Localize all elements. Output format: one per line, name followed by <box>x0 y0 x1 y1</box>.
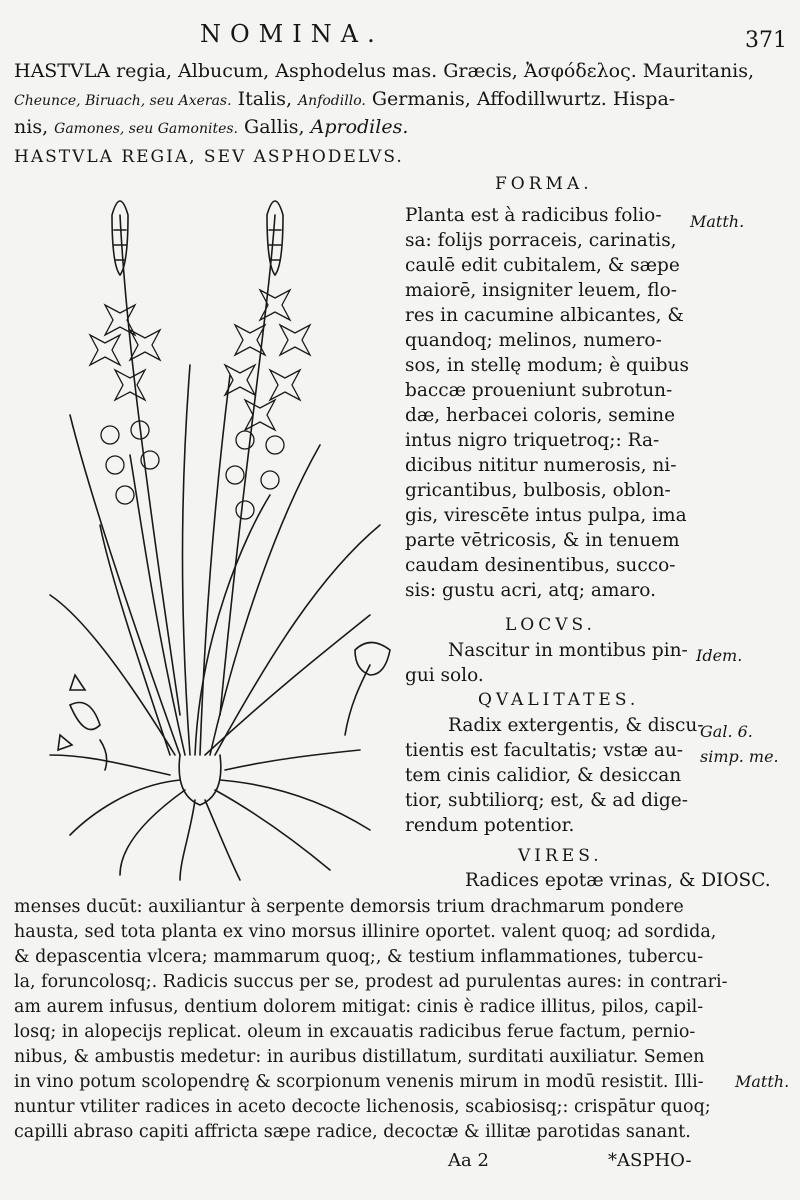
vires-line: losq; in alopecijs replicat. oleum in excauatis radicibus ferue factum, pernio- <box>14 1022 696 1042</box>
locus-line: gui solo. <box>405 665 484 686</box>
vires-heading: VIRES. <box>518 846 603 866</box>
nomina-line-2 <box>14 88 675 110</box>
qualitates-line: tior, subtiliorq; est, & ad dige- <box>405 790 688 811</box>
qualitates-line: tem cinis calidior, & desiccan <box>405 765 682 786</box>
nomina-french-name: Aprodiles. <box>310 116 409 138</box>
forma-line: gis, virescēte intus pulpa, ima <box>405 505 687 526</box>
plant-heading: HASTVLA REGIA, SEV ASPHODELVS. <box>14 147 404 167</box>
nomina-arabic-names: Cheunce, Biruach, seu Axeras. <box>14 93 232 109</box>
forma-margin-note: Matth. <box>690 212 745 231</box>
vires-line: & depascentia vlcera; mammarum quoq;, & testium inflammationes, tubercu- <box>14 947 704 967</box>
forma-line: intus nigro triquetroq;: Ra- <box>405 430 660 451</box>
vires-line: nuntur vtiliter radices in aceto decocte lichenosis, scabiosisq;: crispātur quoq; <box>14 1097 711 1117</box>
qualitates-heading: QVALITATES. <box>478 690 640 710</box>
locus-margin-note: Idem. <box>696 646 743 665</box>
signature-mark: Aa 2 <box>448 1150 489 1171</box>
vires-line: nibus, & ambustis medetur: in auribus distillatum, surditati auxiliatur. Semen <box>14 1047 705 1067</box>
nomina-hispanis: nis, <box>14 116 55 138</box>
forma-line: quandoq; melinos, numero- <box>405 330 662 351</box>
page-number: 371 <box>745 28 787 53</box>
nomina-line-3 <box>14 116 408 138</box>
vires-line: capilli abraso capiti affricta sæpe radice, decoctæ & illitæ parotidas sanant. <box>14 1122 691 1142</box>
nomina-spanish-names: Gamones, seu Gamonites. <box>54 121 238 137</box>
vires-line: am aurem infusus, dentium dolorem mitigat: cinis è radice illitus, pilos, capil- <box>14 997 704 1017</box>
nomina-line-1: HASTVLA regia, Albucum, Asphodelus mas. Græcis, Ἀσφόδελος. Mauritanis, <box>14 60 755 82</box>
nomina-italian-name: Anfodillo. <box>298 93 366 109</box>
qualitates-line: rendum potentior. <box>405 815 575 836</box>
woodcut-illustration <box>30 195 410 885</box>
qualitates-line: Radix extergentis, & discu- <box>448 715 704 736</box>
locus-heading: LOCVS. <box>505 615 596 635</box>
forma-line: Planta est à radicibus folio- <box>405 205 662 226</box>
forma-line: maiorē, insigniter leuem, flo- <box>405 280 677 301</box>
forma-line: parte vētricosis, & in tenuem <box>405 530 680 551</box>
qualitates-margin-note-1: Gal. 6. <box>700 722 753 741</box>
vires-line: menses ducūt: auxiliantur à serpente demorsis trium drachmarum pondere <box>14 897 684 917</box>
forma-line: dicibus nititur numerosis, ni- <box>405 455 677 476</box>
forma-line: sa: folijs porraceis, carinatis, <box>405 230 677 251</box>
vires-line: hausta, sed tota planta ex vino morsus illinire oportet. valent quoq; ad sordida, <box>14 922 717 942</box>
nomina-italis: Italis, <box>231 88 299 110</box>
running-head: NOMINA. <box>200 20 384 48</box>
forma-line: gricantibus, bulbosis, oblon- <box>405 480 671 501</box>
qualitates-line: tientis est facultatis; vstæ au- <box>405 740 684 761</box>
vires-line: in vino potum scolopendrę & scorpionum venenis mirum in modū resistit. Illi- <box>14 1072 704 1092</box>
forma-line: sos, in stellę modum; è quibus <box>405 355 689 376</box>
forma-line: dæ, herbacei coloris, semine <box>405 405 676 426</box>
forma-line: caulē edit cubitalem, & sæpe <box>405 255 680 276</box>
vires-margin-note: Matth. <box>735 1072 790 1091</box>
forma-line: res in cacumine albicantes, & <box>405 305 684 326</box>
qualitates-margin-note-2: simp. me. <box>700 747 779 766</box>
nomina-gallis: Gallis, <box>238 116 311 138</box>
forma-heading: FORMA. <box>495 174 593 194</box>
locus-line: Nascitur in montibus pin- <box>448 640 688 661</box>
vires-first-line: Radices epotæ vrinas, & DIOSC. <box>465 870 771 891</box>
forma-line: sis: gustu acri, atq; amaro. <box>405 580 656 601</box>
forma-line: baccæ proueniunt subrotun- <box>405 380 673 401</box>
catchword: *ASPHO- <box>608 1150 692 1171</box>
nomina-germanis: Germanis, Affodillwurtz. Hispa- <box>365 88 676 110</box>
vires-line: la, foruncolosq;. Radicis succus per se, prodest ad purulentas aures: in contrari- <box>14 972 728 992</box>
forma-line: caudam desinentibus, succo- <box>405 555 676 576</box>
